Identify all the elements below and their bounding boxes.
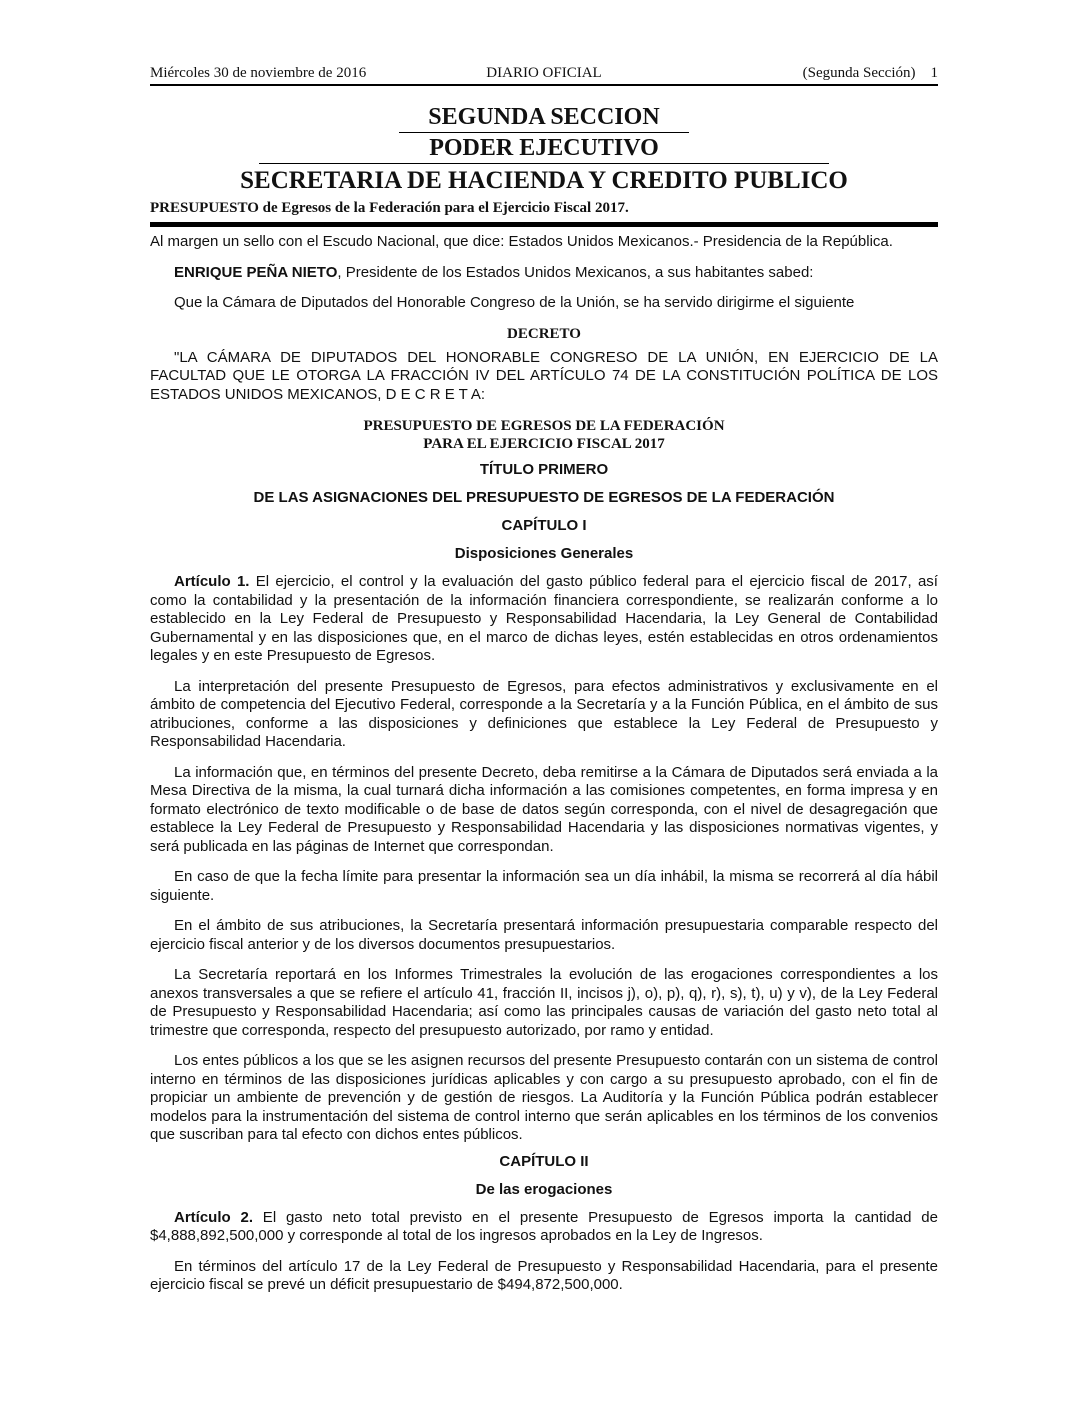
page-number: 1	[930, 65, 938, 81]
article-2-p2: En términos del artículo 17 de la Ley Federal de Presupuesto y Responsabilidad Hacendaria, para el presente ejercicio fiscal se prevé un déficit presupuestario de $494,872,500,000.	[150, 1257, 938, 1293]
article-1-p1	[150, 573, 938, 666]
document-body	[150, 233, 938, 1295]
congress-paragraph: Que la Cámara de Diputados del Honorable Congreso de la Unión, se ha servido dirigirme el siguiente	[174, 294, 855, 311]
document-page	[150, 58, 938, 1295]
budget-title-line1: PRESUPUESTO DE EGRESOS DE LA FEDERACIÓN	[363, 418, 725, 434]
seal-paragraph: Al margen un sello con el Escudo Nacional, que dice: Estados Unidos Mexicanos.- Presidencia de la República.	[150, 233, 893, 250]
decree-heading-bold: PRESUPUESTO	[150, 200, 259, 216]
article-1-p7: Los entes públicos a los que se les asignen recursos del presente Presupuesto contarán con un sistema de control interno en términos de las disposiciones jurídicas aplicables y con cargo a su presupuesto aprobado, con el fin de propiciar un ambiente de prevención y de gestión de riesgos. La Auditoría y la Función Pública podrán establecer modelos para la instrumentación del sistema de control interno que serán aplicables en los términos de los convenios que suscriban para tal efecto con dichos entes públicos.	[150, 1052, 938, 1143]
section-title: SEGUNDA SECCION	[428, 104, 660, 130]
header-section	[648, 65, 938, 82]
article-1-label: Artículo 1.	[174, 573, 250, 590]
article-2-label: Artículo 2.	[174, 1208, 253, 1226]
president-rest: , Presidente de los Estados Unidos Mexicanos, a sus habitantes sabed:	[337, 263, 814, 281]
decree-heading-rest: de Egresos de la Federación para el Ejercicio Fiscal 2017.	[258, 200, 629, 216]
preamble-paragraph: "LA CÁMARA DE DIPUTADOS DEL HONORABLE CONGRESO DE LA UNIÓN, EN EJERCICIO DE LA FACULTAD QUE LE OTORGA LA FRACCIÓN IV DEL ARTÍCULO 74 DE LA CONSTITUCIÓN POLÍTICA DE LOS ESTADOS UNIDOS MEXICANOS, D E C R E T A:	[150, 348, 938, 403]
ministry-title: SECRETARIA DE HACIENDA Y CREDITO PUBLICO	[240, 167, 848, 194]
branch-title: PODER EJECUTIVO	[429, 135, 659, 161]
president-paragraph	[150, 264, 938, 283]
president-name: ENRIQUE PEÑA NIETO	[174, 263, 338, 281]
header-date: Miércoles 30 de noviembre de 2016	[150, 65, 367, 81]
budget-title-line2: PARA EL EJERCICIO FISCAL 2017	[423, 436, 665, 452]
header-publication: DIARIO OFICIAL	[486, 65, 602, 81]
article-1-p5: En el ámbito de sus atribuciones, la Secretaría presentará información presupuestaria comparable respecto del ejercicio fiscal anterior y de los diversos documentos presupuestarios.	[150, 917, 938, 953]
chapter-2-name: De las erogaciones	[475, 1180, 613, 1198]
article-1-p3: La información que, en términos del presente Decreto, deba remitirse a la Cámara de Diputados será enviada a la Mesa Directiva de la misma, la cual turnará dicha información a las comisiones competentes, en forma impresa y en formato electrónico de texto modificable o de base de datos según corresponda, con el nivel de desagregación que establece la Ley Federal de Presupuesto y Responsabilidad Hacendaria y las disposiciones normativas vigentes, y será publicada en las páginas de Internet que correspondan.	[150, 763, 938, 855]
article-1-p1-text: El ejercicio, el control y la evaluación del gasto público federal para el ejercicio fiscal de 2017, así como la contabilidad y la presentación de la información financiera correspondiente, se realizarán conforme a lo establecido en la Ley Federal de Presupuesto y Responsabilidad Hacendaria, la Ley General de Contabilidad Gubernamental y en las disposiciones que, en el marco de dichas leyes, estén establecidas en otros ordenamientos legales y en este Presupuesto de Egresos.	[150, 573, 938, 664]
chapter-2-heading: CAPÍTULO II	[499, 1152, 589, 1170]
header-section-label: (Segunda Sección)	[802, 65, 916, 81]
article-2-p1-text: El gasto neto total previsto en el presente Presupuesto de Egresos importa la cantidad de $4,888,892,500,000 y corresponde al total de los ingresos aprobados en la Ley de Ingresos.	[150, 1208, 938, 1244]
article-1-p4: En caso de que la fecha límite para presentar la información sea un día inhábil, la misma se recorrerá al día hábil siguiente.	[150, 868, 938, 904]
running-header	[150, 58, 938, 86]
decree-heading	[150, 200, 938, 227]
titulo-name: DE LAS ASIGNACIONES DEL PRESUPUESTO DE EGRESOS DE LA FEDERACIÓN	[253, 489, 835, 506]
article-1-p6: La Secretaría reportará en los Informes Trimestrales la evolución de las erogaciones correspondientes a los anexos transversales a que se refiere el artículo 41, fracción II, incisos j), o), p), q), r), s), t), u) y v), de la Ley Federal de Presupuesto y Responsabilidad Hacendaria; así como las principales causas de variación del gasto neto total al trimestre que corresponda, respecto del presupuesto autorizado, por ramo y entidad.	[150, 966, 938, 1039]
article-2-p1	[150, 1209, 938, 1246]
chapter-1-name: Disposiciones Generales	[454, 545, 634, 562]
titulo-heading: TÍTULO PRIMERO	[479, 461, 609, 478]
decreto-title: DECRETO	[507, 325, 581, 342]
article-1-p2: La interpretación del presente Presupuesto de Egresos, para efectos administrativos y exclusivamente en el ámbito de competencia del Ejecutivo Federal, corresponde a la Secretaría y a la Función Pública, en el ámbito de sus atribuciones, conforme a las disposiciones y definiciones que establece la Ley Federal de Presupuesto y Responsabilidad Hacendaria.	[150, 677, 938, 750]
chapter-1-heading: CAPÍTULO I	[501, 517, 587, 534]
